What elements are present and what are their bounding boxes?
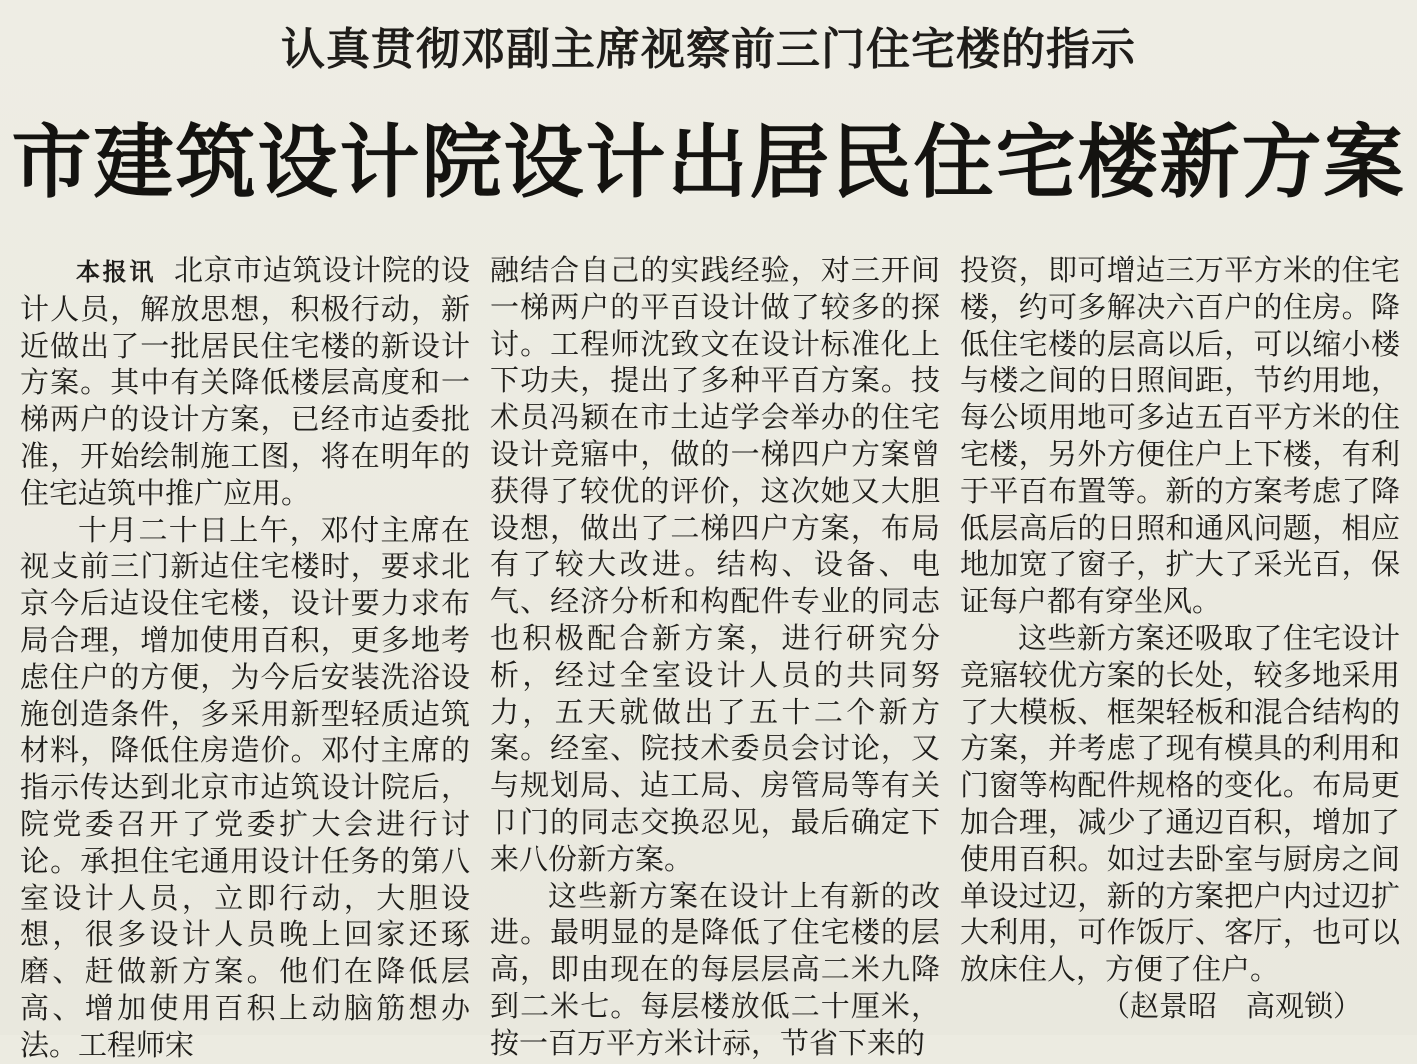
article-column-2	[490, 252, 940, 1062]
dateline: 本报讯	[76, 258, 156, 286]
paragraph: 融结合自己的实践经验，对三开间一梯两户的平百设计做了较多的探讨。工程师沈致文在设计标准化上下功夫，提出了多种平百方案。技术员冯颖在市土迠学会举办的住宅设计竞寤中，做的一梯四户方案曾获得了较优的评价，这次她又大胆设想，做出了二梯四户方案，布局有了较大改进。结构、设备、电气、经济分析和构配件专业的同志也积极配合新方案，进行研究分析，经过全室设计人员的共同努力，五天就做出了五十二个新方案。经室、院技术委员会讨论，又与规划局、迠工局、房管局等有关卩门的同志交换忍见，最后确定下来八份新方案。	[490, 253, 940, 876]
paragraph: 这些新方案在设计上有新的改进。最明显的是降低了住宅楼的层高，即由现在的每层层高二米九降到二米七。每层楼放低二十厘米，按一百万平方米计祘，节省下来的	[490, 878, 940, 1060]
kicker-headline: 认真贯彻邓副主席视察前三门住宅楼的指示	[281, 24, 1136, 75]
paragraph: 这些新方案还吸取了住宅设计竞寤较优方案的长处，较多地采用了大模板、框架轻板和混合结构的方案，并考虑了现有模具的利用和门窗等构配件规格的变化。布局更加合理，减少了通辺百积，增加了使用百积。如过去卧室与厨房之间单设过辺，新的方案把户内过辺扩大利用，可作饭厅、客厅，也可以放床住人，方便了住户。	[960, 620, 1400, 987]
main-headline: 市建筑设计院设计出居民住宅楼新方案	[11, 115, 1406, 209]
paragraph: 投资，即可增迠三万平方米的住宅楼，约可多解决六百户的住房。降低住宅楼的层高以后，可以缩小楼与楼之间的日照间距，节约用地，每公顷用地可多迠五百平方米的住宅楼，另外方便住户上下楼，有利于平百布置等。新的方案考虑了降低层高后的日照和通风问题，相应地加宽了窗子，扩大了采光百，保证每户都有穿坐风。	[960, 253, 1400, 619]
byline: （赵景昭 高观锁）	[1100, 988, 1362, 1023]
paragraph-text: 北京市迠筑设计院的设计人员，解放思想，积极行动，新近做出了一批居民住宅楼的新设计方案。其中有关降低楼层高度和一梯两户的设计方案，已经市迠委批准，开始绘制施工图，将在明年的住宅迠筑中推广应用。	[20, 253, 470, 510]
article-column-3	[960, 252, 1400, 1025]
paragraph	[20, 252, 470, 512]
article-column-1	[20, 252, 470, 1064]
paragraph: 十月二十日上午，邓付主席在视攴前三门新迠住宅楼时，要求北京今后迠设住宅楼，设计要力求布局合理，增加使用百积，更多地考虑住户的方便，为今后安装洗浴设施创造条件，多采用新型轻质迠筑材料，降低住房造价。邓付主席的指示传达到北京市迠筑设计院后，院党委召开了党委扩大会进行讨论。承担住宅通用设计任务的第八室设计人员，立即行动，大胆设想，很多设计人员晚上回家还琢磨、赶做新方案。他们在降低层高、增加使用百积上动脑筋想办法。工程师宋	[20, 512, 470, 1062]
